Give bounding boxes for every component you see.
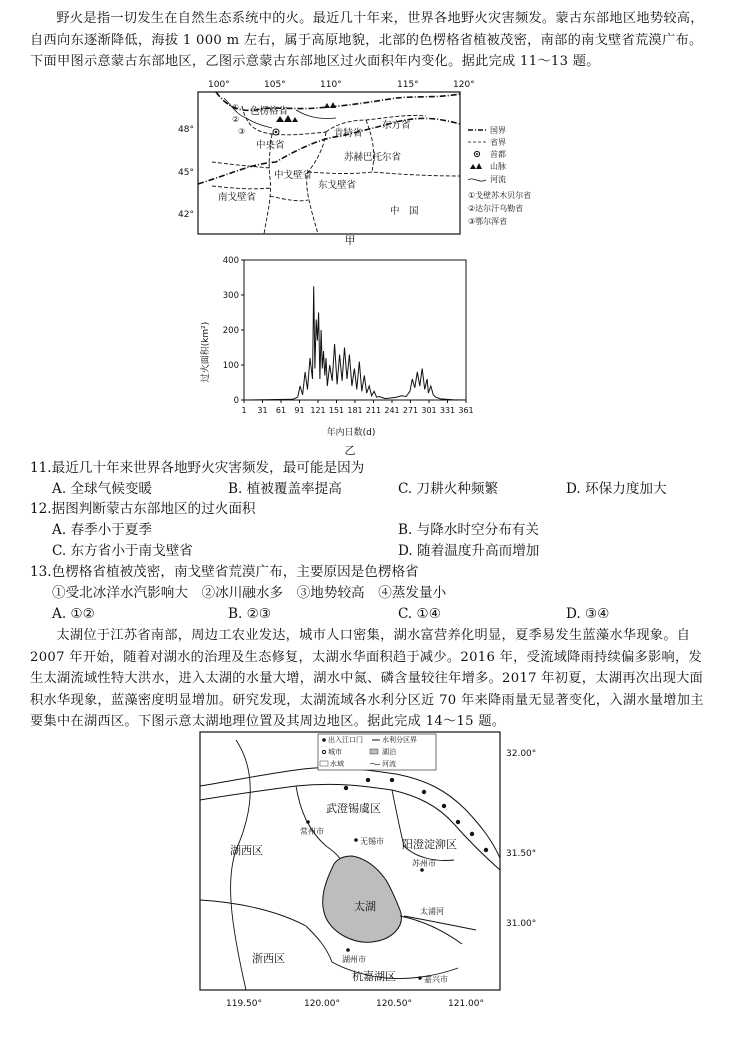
map-mongolia-svg — [176, 76, 568, 248]
y-tick-label: 100 — [222, 361, 239, 371]
map1-marker-2: ③ — [238, 127, 246, 136]
y-tick-label: 200 — [222, 326, 239, 336]
x-tick-label: 151 — [328, 406, 345, 415]
x-axis-label: 年内日数(d) — [326, 428, 376, 438]
map2-lon-1: 120.00° — [304, 999, 340, 1009]
passage-2: 太湖位于江苏省南部，周边工农业发达，城市人口密集，湖水富营养化明显，夏季易发生蓝藻水华现象。自 2007 年开始，随着对湖水的治理及生态修复，太湖水华面积趋于减少。2016 年，受流域降雨持续偏多影响，发生太湖流域性特大洪水，进入太湖的水量大增，湖水中氮、磷含量较往年增多。2017 年初夏，太湖再次出现大面积水华现象，蓝藻密度明显增加。研究发现，太湖流域各水利分区近 70 年来降雨量无显著变化，入湖水量增加主要集中在湖西区。下图示意太湖地理位置及其周边地区。据此完成 14～15 题。 — [30, 628, 704, 729]
x-tick-label: 271 — [402, 406, 419, 415]
x-tick-label: 211 — [365, 406, 382, 415]
map-taihu — [196, 730, 568, 1020]
map1-lon-0: 100° — [208, 80, 230, 90]
city-huzhou: 湖州市 — [342, 955, 366, 964]
city-suzhou: 苏州市 — [412, 859, 436, 868]
x-tick-label: 361 — [458, 406, 474, 415]
district-zhexi: 浙西区 — [252, 952, 285, 965]
map2-lon-2: 120.50° — [376, 999, 412, 1009]
map2-lon-0: 119.50° — [226, 999, 262, 1009]
q12-option-b[interactable]: B. 与降水时空分布有关 — [398, 522, 539, 538]
city-jiaxing: 嘉兴市 — [424, 975, 448, 984]
map1-lon-2: 110° — [320, 80, 342, 90]
map-mongolia — [176, 76, 568, 248]
q12-option-d[interactable]: D. 随着温度升高而增加 — [398, 543, 540, 559]
q13-statements: ①受北冰洋水汽影响大 ②冰川融水多 ③地势较高 ④蒸发量小 — [52, 585, 447, 601]
y-tick-label: 400 — [222, 256, 239, 266]
x-tick-label: 301 — [421, 406, 437, 415]
map1-region-0: 色楞格省 — [250, 106, 289, 117]
map1-region-5: 苏赫巴托尔省 — [344, 152, 402, 163]
map1-lat-0: 48° — [178, 125, 194, 135]
x-tick-label: 61 — [275, 406, 287, 415]
map1-region-4: 中戈壁省 — [274, 170, 313, 181]
q11-option-c[interactable]: C. 刀耕火种频繁 — [398, 481, 499, 497]
svg-text:出入江口门: 出入江口门 — [328, 736, 363, 744]
map1-lon-1: 105° — [264, 80, 286, 90]
plot-frame — [244, 260, 466, 400]
map1-marker-1: ② — [232, 115, 240, 124]
map-taihu-svg — [196, 730, 568, 1020]
q13-stem: 13.色楞格省植被茂密，南戈壁省荒漠广布，主要原因是色楞格省 — [30, 564, 419, 580]
y-tick-label: 0 — [233, 396, 239, 406]
map1-region-1: 中央省 — [256, 140, 285, 151]
map1-lon-4: 120° — [453, 80, 475, 90]
x-tick-label: 31 — [257, 406, 268, 415]
map1-lat-1: 45° — [178, 168, 194, 178]
map2-lon-3: 121.00° — [448, 999, 484, 1009]
q13-option-c[interactable]: C. ①④ — [398, 606, 441, 622]
map2-lat-2: 31.00° — [506, 919, 537, 929]
taihu-label: 太湖 — [354, 900, 376, 913]
svg-text:河流: 河流 — [382, 760, 396, 768]
map1-lat-2: 42° — [178, 210, 194, 220]
svg-text:城市: 城市 — [328, 748, 342, 756]
x-tick-label: 121 — [310, 406, 326, 415]
map1-note-0: ①戈壁苏木贝尔省 — [468, 191, 532, 200]
y-axis-label: 过火面积(km²) — [201, 321, 211, 383]
map1-region-6: 东戈壁省 — [318, 180, 357, 191]
map1-lon-3: 115° — [397, 80, 419, 90]
map1-region-3: 东方省 — [382, 120, 411, 131]
map1-marker-0: ① — [232, 103, 240, 112]
x-tick-label: 331 — [439, 406, 456, 415]
x-tick-label: 1 — [241, 406, 247, 415]
q12-option-c[interactable]: C. 东方省小于南戈壁省 — [52, 543, 193, 559]
map1-legend-2: 首都 — [490, 150, 506, 159]
map1-note-2: ③鄂尔浑省 — [468, 217, 508, 226]
map1-caption: 甲 — [344, 234, 356, 247]
map1-legend-1: 省界 — [490, 138, 506, 147]
district-wuchengxiyu: 武澄锡虞区 — [326, 802, 381, 815]
map2-legend — [318, 734, 436, 770]
x-tick-label: 241 — [384, 406, 400, 415]
map1-legend — [468, 126, 531, 226]
q13-option-b[interactable]: B. ②③ — [228, 606, 272, 622]
city-wuxi: 无锡市 — [360, 837, 384, 846]
map1-legend-0: 国界 — [490, 126, 506, 135]
q11-option-d[interactable]: D. 环保力度加大 — [566, 481, 667, 497]
map1-region-2: 肯特省 — [334, 128, 363, 139]
q11-stem: 11.最近几十年来世界各地野火灾害频发，最可能是因为 — [30, 460, 365, 476]
district-hangjiahu: 杭嘉湖区 — [352, 970, 396, 983]
svg-text:水利分区界: 水利分区界 — [382, 736, 417, 744]
series-line — [244, 286, 466, 400]
q12-option-a[interactable]: A. 春季小于夏季 — [52, 522, 153, 538]
y-tick-label: 300 — [222, 291, 239, 301]
q13-option-d[interactable]: D. ③④ — [566, 606, 610, 622]
map2-lat-1: 31.50° — [506, 849, 537, 859]
burned-area-chart — [196, 252, 486, 452]
district-huxi: 湖西区 — [230, 844, 263, 857]
passage-1: 野火是指一切发生在自然生态系统中的火。最近几十年来，世界各地野火灾害频发。蒙古东部地区地势较高，自西向东逐渐降低，海拔 1 000 m 左右，属于高原地貌，北部的色楞格省植被茂密，南部的南戈壁省荒漠广布。下面甲图示意蒙古东部地区，乙图示意蒙古东部地区过火面积年内变化。据此完成 11～13 题。 — [30, 11, 704, 69]
q11-option-a[interactable]: A. 全球气候变暖 — [52, 481, 153, 497]
map1-legend-4: 河流 — [490, 175, 506, 184]
map1-note-1: ②达尔汗乌勒省 — [468, 204, 524, 213]
burned-area-chart-svg — [196, 252, 486, 452]
city-changzhou: 常州市 — [300, 827, 324, 836]
q13-option-a[interactable]: A. ①② — [52, 606, 95, 622]
chart-caption: 乙 — [344, 444, 356, 457]
x-tick-label: 181 — [347, 406, 363, 415]
q11-option-b[interactable]: B. 植被覆盖率提高 — [228, 481, 342, 497]
map1-legend-3: 山脉 — [490, 162, 506, 171]
svg-text:水域: 水域 — [330, 760, 344, 768]
svg-text:湖泊: 湖泊 — [382, 748, 396, 756]
x-tick-label: 91 — [294, 406, 305, 415]
map1-region-8: 中 国 — [390, 206, 419, 217]
map1-region-7: 南戈壁省 — [218, 192, 257, 203]
q12-stem: 12.据图判断蒙古东部地区的过火面积 — [30, 501, 256, 517]
taipu-river-label: 太浦河 — [420, 907, 444, 916]
map2-lat-0: 32.00° — [506, 749, 537, 759]
district-yangchengdianmao: 阳澄淀泖区 — [402, 838, 457, 851]
